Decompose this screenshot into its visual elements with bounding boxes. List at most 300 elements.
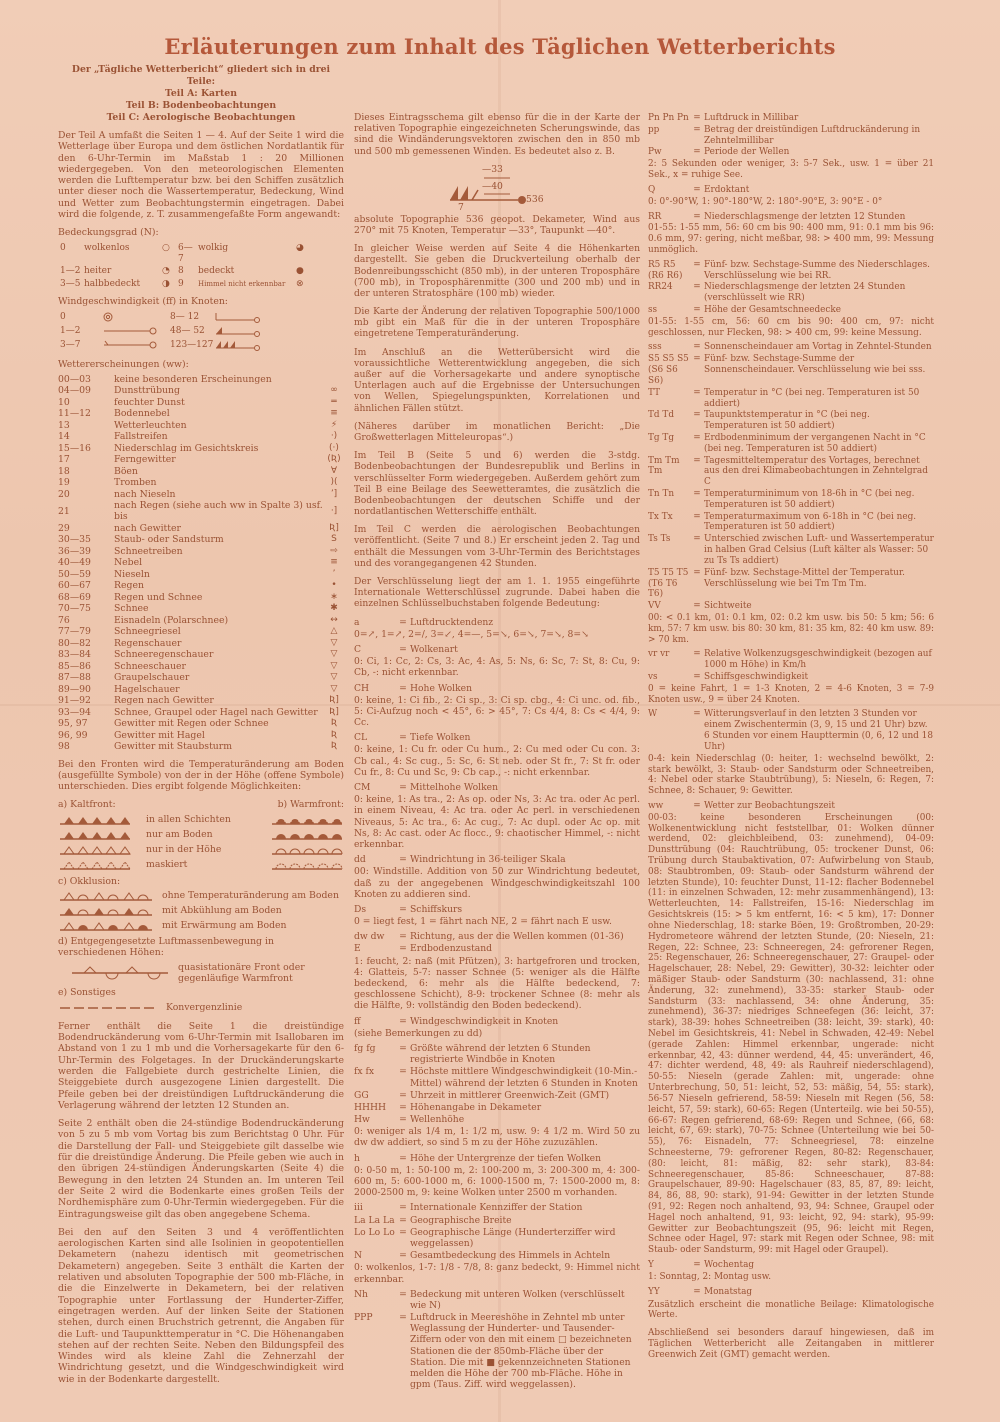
key-detail-text: 0: keine, 1: Ci fib., 2: Ci sp., 3: Ci sp. cbg., 4: Ci unc. od. fib., 5: Ci-Aufzug noch < 45°, 6: > 45°, 7: Cs 4/4, 8: Cs < 4/4, 9: Cc. <box>354 694 640 729</box>
diagram-height: 536 <box>526 193 544 205</box>
ww-code: 50—59 <box>58 568 91 580</box>
key-meaning: Wellenhöhe <box>410 1114 465 1126</box>
occlusion-row <box>58 920 344 932</box>
ww-row <box>58 373 344 385</box>
key-equals: = <box>693 709 701 720</box>
occlusion-front-symbol <box>58 890 154 902</box>
weather-symbol-icon: ═ <box>331 396 337 407</box>
key-detail-text: 0: keine, 1: As tra., 2: As op. oder Ns, 3: Ac tra. oder Ac perl. in einem Niveau, 4: Ac tra. oder Ac perl. in verschiedenen Niveaus, 5: Ac tra., 6: Ac cug., 7: Ac dupl. oder Ac op. mit Ns, 8: Ac cast. oder Ac flocc., 9: chaotischer Himmel, -: nicht erkennbar. <box>354 794 640 850</box>
key-equals: = <box>399 1015 407 1027</box>
weather-symbol-icon: S <box>331 534 337 545</box>
occlusion-label: ohne Temperaturänderung am Boden <box>162 890 339 902</box>
key-equals: = <box>693 124 701 135</box>
key-row <box>354 732 640 743</box>
key-detail-text: 0: Ci, 1: Cc, 2: Cs, 3: Ac, 4: As, 5: Ns, 6: Sc, 7: St, 8: Cu, 9: Cb, -: nicht erkennbar. <box>354 656 640 679</box>
key-equals: = <box>399 1152 407 1164</box>
key-detail <box>354 1262 640 1284</box>
key-symbol: CH <box>354 682 370 694</box>
key-meaning: Niederschlagsmenge der letzten 12 Stunden <box>704 211 906 222</box>
key-equals: = <box>693 410 701 421</box>
key-detail <box>354 629 640 640</box>
warmfront-label: b) Warmfront: <box>277 799 344 811</box>
key-detail-text: 00-03: keine besonderen Erscheinungen (00: Wolkenentwicklung nicht feststellbar, 01: Wolken dünner werdend, 02: gleichbleibend, 03: zunehmend), 04-09: Dunsttrübung (04: Rauchtrübung, 05: trockener Dunst, 06: Trübung durch Staubaktivation, 07: Aufwirbelung von Staub, 08: Staubtromben, 09: Staub- oder Sandsturm während der letzten Stunde), 10: feuchter Dunst, 11-12: flacher Bodennebel (11: in einzelnen Schwaden, 12: mehr zusammenhängend), 13: Wetterleuchten, 14: Fallstreifen, 15-16: Niederschlag im Gesichtskreis (15: > 5 km entfernt, 16: < 5 km), 17: Donner ohne Niederschlag, 18: starke Böen, 19: Großtromben, 20-29: Hydrometeore während der letzten Stunde, (20: Nieseln, 21: Regen, 22: Schnee, 23: Schneeregen, 24: gefrorener Regen, 25: Regenschauer, 26: Schneeregenschauer, 27: Graupel- oder Hagelschauer, 28: Nebel, 29: Gewitter), 30-32: leichter oder mäßiger Staub- oder Sandsturm (30: nachlassend, 31: ohne Änderung, 32: zunehmend), 33-35: starker Staub- oder Sandsturm (33: nachlassend, 34: ohne Änderung, 35: zunehmend), 36-37: niedriges Schneefegen (36: leicht, 37: stark), 38-39: hohes Schneetreiben (38: leicht, 39: stark), 40: Nebel im Gesichtskreis, 41: Nebel in Schwaden, 42-49: Nebel (gerade Zahlen: Himmel erkennbar, ungerade: nicht erkennbar, 42, 43: dünner werdend, 44, 45: unverändert, 46, 47: dichter werdend, 48, 49: als Rauhreif niederschlagend), 50-55: Nieseln (gerade Zahlen: mit, ungerade: ohne Unterbrechung, 50, 51: leicht, 52, 53: mäßig, 54, 55: stark), 56-57 Nieseln gefrierend, 58-59: Nieseln mit Regen (56, 58: leicht, 57, 59: stark), 60-65: Regen (Unterteilg. wie bei 50-55), 66-67: Regen gefrierend, 68-69: Regen und Schnee, (66, 68: leicht, 67, 69: stark), 70-75: Schnee (Unterteilung wie bei 50-55), 76: Eisnadeln, 77: Schneegriesel, 78: einzelne Schneesterne, 79: gefrorener Regen, 80-82: Regenschauer, (80: leicht, 81: mäßig, 82: sehr stark), 83-84: Schneeregenschauer, 85-86: Schneeschauer, 87-88: Graupelschauer, 89-90: Hagelschauer (83, 85, 87, 89: leicht, 84, 86, 88, 90: stark), 91-94: Gewitter in der letzten Stunde (91, 92: Regen noch anhaltend, 93, 94: Schnee, Graupel oder Hagel noch anhaltend, 91, 93: leicht, 92, 94: stark), 95-99: Gewitter zur Beobachtungszeit (95, 96: leicht mit Regen, Schnee oder Hagel, 97: stark mit Regen oder Schnee, 98: mit Staub- oder Sandsturm, 99: mit Hagel oder Graupel). <box>648 812 934 1256</box>
ww-row <box>58 707 344 719</box>
weather-symbol-icon: ✱ <box>330 603 338 614</box>
wind-table <box>60 311 344 351</box>
key-equals: = <box>399 1312 407 1324</box>
ww-code: 80—82 <box>58 637 91 649</box>
key-row <box>354 1312 640 1390</box>
weather-symbol-icon: Ʀ <box>330 741 338 752</box>
key-meaning: Betrag der dreistündigen Luftdruckänderung in Zehntelmillibar <box>704 124 921 146</box>
key-symbol: CL <box>354 732 368 744</box>
key-meaning: Uhrzeit in mittlerer Greenwich-Zeit (GMT) <box>410 1089 610 1101</box>
paragraph-anschluss: Im Anschluß an die Wetterübersicht wird die voraussichtliche Wetterentwicklung angegeben, die sich außer auf die Vorhersagekarte und andere synoptische Unterlagen auch auf die Ergebnisse der Untersuchungen von Wellen, Spiegelungspunkten, Korrelationen und ähnlichen Fällen stützt. <box>354 346 640 414</box>
wind-range: 3—7 <box>60 339 81 350</box>
key-row <box>648 649 934 671</box>
key-symbol: PPP <box>354 1312 373 1324</box>
konvergenz-label: Konvergenzlinie <box>166 1001 243 1013</box>
key-meaning: Windrichtung in 36-teiliger Skala <box>410 854 566 866</box>
ww-row <box>58 684 344 696</box>
key-meaning: Mittelhohe Wolken <box>410 782 499 793</box>
key-row <box>648 1287 934 1298</box>
key-equals: = <box>693 354 701 365</box>
key-meaning: Windgeschwindigkeit in Knoten <box>410 1015 559 1027</box>
key-equals: = <box>399 931 407 943</box>
key-meaning: Schiffskurs <box>410 903 463 915</box>
key-symbol: ww <box>648 800 664 811</box>
ww-label: Tromben <box>114 477 157 489</box>
key-symbol: Lo Lo Lo <box>354 1226 395 1238</box>
key-equals: = <box>399 643 407 655</box>
ww-label: Schneegriesel <box>114 626 181 638</box>
key-symbol: iii <box>354 1202 363 1214</box>
ww-code: 98 <box>58 741 70 753</box>
key-equals: = <box>693 259 701 270</box>
key-equals: = <box>693 601 701 612</box>
weather-symbol-icon: Ʀ <box>330 729 338 740</box>
weather-symbol-icon: Ʀ] <box>329 695 339 706</box>
weather-symbol-icon: △ <box>330 626 338 637</box>
key-equals: = <box>693 489 701 499</box>
key-equals: = <box>693 672 701 682</box>
front-row <box>58 829 344 841</box>
key-equals: = <box>399 782 407 793</box>
bedeckung-label: halbbedeckt <box>84 278 141 289</box>
key-symbol: Nh <box>354 1288 368 1300</box>
key-equals: = <box>399 854 407 866</box>
ww-label: keine besonderen Erscheinungen <box>114 373 272 385</box>
ww-code: 83—84 <box>58 649 91 661</box>
paragraph-verschluesselung: Der Verschlüsselung liegt der am 1. 1. 1955 eingeführte Internationale Wetterschlüssel zugrunde. Dabei haben die einzelnen Schlüsselbuchstaben folgende Bedeutung: <box>354 576 640 610</box>
key-symbol: Tg Tg <box>648 432 675 443</box>
diagram-temp: —33 <box>482 163 503 175</box>
key-row <box>354 943 640 954</box>
key-meaning: Fünf- bzw. Sechstage-Summe der Sonnenscheindauer. Verschlüsselung wie bei sss. <box>704 354 926 376</box>
weather-symbol-icon: ∀ <box>330 465 338 476</box>
key-symbol: vs <box>648 672 658 682</box>
wind-range: 1—2 <box>60 325 81 336</box>
key-meaning: Fünf- bzw. Sechstage-Mittel der Temperatur. Verschlüsselung wie bei Tm Tm Tm. <box>704 567 905 589</box>
key-equals: = <box>693 282 701 293</box>
key-meaning: Internationale Kennziffer der Station <box>410 1202 583 1214</box>
ww-code: 04—09 <box>58 385 91 397</box>
warm-front-symbol <box>270 844 344 856</box>
ww-row <box>58 465 344 477</box>
key-meaning: Monatstag <box>704 1286 753 1297</box>
key-row <box>648 456 934 488</box>
weather-symbol-icon: ≡ <box>330 557 338 568</box>
bedeckung-table <box>60 243 344 290</box>
bedeckung-title: Bedeckungsgrad (N): <box>58 227 159 239</box>
key-row <box>648 512 934 534</box>
key-equals: = <box>399 682 407 694</box>
key-detail-text: 1: Sonntag, 2: Montag usw. <box>648 1271 772 1282</box>
key-row <box>648 305 934 316</box>
key-symbol: GG <box>354 1089 369 1101</box>
key-detail <box>354 744 640 778</box>
key-meaning: Richtung, aus der die Wellen kommen (01-36) <box>410 931 624 943</box>
ww-code: 91—92 <box>58 695 91 707</box>
key-symbol: CM <box>354 782 371 793</box>
key-meaning: Tiefe Wolken <box>410 732 471 744</box>
ww-row <box>58 488 344 500</box>
key-meaning: Erdbodenminimum der vergangenen Nacht in °C (bei neg. Temperaturen ist 50 addiert) <box>704 432 926 454</box>
ww-code: 21 <box>58 505 70 517</box>
bedeckung-symbol: ◑ <box>162 278 170 289</box>
front-symbol-table <box>58 814 344 871</box>
key-equals: = <box>399 1214 407 1226</box>
okklusion-table <box>58 890 344 932</box>
key-equals: = <box>693 147 701 158</box>
key-detail <box>648 813 934 1256</box>
ww-code: 17 <box>58 454 70 466</box>
ww-label: Gewitter mit Hagel <box>114 729 205 741</box>
key-meaning: Temperaturminimum von 18-6h in °C (bei neg. Temperaturen ist 50 addiert) <box>704 489 915 510</box>
front-layer-label: nur in der Höhe <box>146 844 222 856</box>
key-meaning: Sonnenscheindauer am Vortag in Zehntel-Stunden <box>704 342 932 353</box>
key-meaning: Bedeckung mit unteren Wolken (verschlüsselt wie N) <box>410 1288 625 1311</box>
key-list-middle <box>354 617 640 1391</box>
ww-list <box>58 373 344 752</box>
ww-code: 13 <box>58 419 70 431</box>
key-row <box>648 185 934 196</box>
key-meaning: Temperaturmaximum von 6-18h in °C (bei neg. Temperaturen ist 50 addiert) <box>704 511 917 533</box>
key-row <box>354 782 640 793</box>
key-row <box>354 1016 640 1027</box>
front-row <box>58 814 344 826</box>
key-equals: = <box>693 387 701 398</box>
ww-code: 96, 99 <box>58 729 88 741</box>
ww-code: 29 <box>58 522 70 534</box>
ww-code: 18 <box>58 465 70 477</box>
ww-label: Schneeregenschauer <box>114 649 214 661</box>
quasistationary-front-symbol <box>70 965 170 981</box>
key-meaning: Schiffsgeschwindigkeit <box>704 672 809 682</box>
ww-code: 15—16 <box>58 442 91 454</box>
cold-front-symbol <box>58 829 132 841</box>
ww-label: feuchter Dunst <box>114 396 185 408</box>
ww-row <box>58 385 344 397</box>
key-symbol: pp <box>648 124 660 135</box>
key-row <box>648 433 934 455</box>
weather-symbol-icon: (·) <box>329 442 339 453</box>
ww-label: Wetterleuchten <box>114 419 187 431</box>
key-equals: = <box>693 511 701 522</box>
ww-row <box>58 603 344 615</box>
ww-label: nach Nieseln <box>114 488 176 500</box>
bedeckung-code: 9 <box>178 278 184 289</box>
key-detail-text: 0: wolkenlos, 1-7: 1/8 - 7/8, 8: ganz bedeckt, 9: Himmel nicht erkennbar. <box>354 1262 640 1285</box>
convergence-line-symbol <box>58 1002 158 1012</box>
weather-symbol-icon: ▽ <box>330 660 338 671</box>
ww-row <box>58 546 344 558</box>
key-detail-text: 0: keine, 1: Cu fr. oder Cu hum., 2: Cu med oder Cu con. 3: Cb cal., 4: Sc cug., 5: Sc, 6: St neb. oder St fr., 7: St fr. oder Cu fr., 8: Cu und Sc, 9: Cb cap., -: nicht erkennbar. <box>354 744 640 778</box>
key-symbol: fx fx <box>354 1066 375 1078</box>
key-equals: = <box>693 567 701 578</box>
key-row <box>648 342 934 353</box>
wind-barb-icon <box>100 312 160 322</box>
key-row <box>354 1153 640 1164</box>
key-row <box>648 354 934 386</box>
bedeckung-symbol: ○ <box>162 242 170 253</box>
ww-code: 70—75 <box>58 603 91 615</box>
paragraph-absolute: absolute Topographie 536 geopot. Dekameter, Wind aus 270° mit 75 Knoten, Temperatur —33°, Taupunkt —40°. <box>354 213 640 236</box>
ww-code: 10 <box>58 396 70 408</box>
bedeckung-label: heiter <box>84 266 112 277</box>
paragraph-ferner: Ferner enthält die Seite 1 die dreistündige Bodendruckänderung vom 6-Uhr-Termin mit Isallobaren im Abstand von 1 zu 1 mb und die Vorhersagekarte für den 6-Uhr-Termin des Folgetages. In der Druckänderungskarte werden die Fallgebiete durch gestrichelte Linien, die Steiggebiete durch ausgezogene Linien dargestellt. Die Pfeile geben bei der dreistündigen Luftdruckänderung die Verlagerung während der letzten 12 Stunden an. <box>58 1020 344 1111</box>
bedeckung-label: Himmel nicht erkennbar <box>198 279 286 288</box>
key-meaning: Erdoktant <box>704 184 750 195</box>
key-equals: = <box>399 1089 407 1101</box>
warm-front-symbol <box>270 829 344 841</box>
key-detail-text: (siehe Bemerkungen zu dd) <box>354 1027 483 1039</box>
key-detail-text: 0 = keine Fahrt, 1 = 1-3 Knoten, 2 = 4-6 Knoten, 3 = 7-9 Knoten usw., 9 = über 24 Knoten. <box>648 683 934 705</box>
key-list-right <box>648 113 934 1298</box>
ww-row <box>58 580 344 592</box>
weather-symbol-icon: ⚡ <box>330 419 338 430</box>
ww-label: Schnee <box>114 603 149 615</box>
key-symbol: fg fg <box>354 1042 376 1054</box>
bedeckung-symbol: ◕ <box>296 242 304 253</box>
ww-row <box>58 672 344 684</box>
ww-row <box>58 718 344 730</box>
intro-part-c: Teil C: Aerologische Beobachtungen <box>106 112 296 123</box>
paragraph-seiten34: Bei den auf den Seiten 3 und 4 veröffentlichten aerologischen Karten sind alle Isolinien in geopotentiellen Dekametern (nahezu identisch mit geometrischen Dekametern) angegeben. Seite 3 enthält die Karten der relativen und absoluten Topographie der 500 mb-Fläche, in die die Einzelwerte in Dekametern, bei der relativen Topographie unter Fortlassung der Hunderter-Ziffer, eingetragen werden. Auf der linken Seite der Stationen stehen, durch einen Bruchstrich getrennt, die Angaben für die Luft- und Taupunkttemperatur in °C. Die Höhenangaben stehen auf der rechten Seite. Neben den Bildungspfeil des Windes wird als kleine Zahl die Zehnerzahl der Windrichtung gesetzt, und die Windgeschwindigkeit wird wie in der Bodenkarte dargestellt. <box>58 1226 344 1385</box>
ww-label: Böen <box>114 465 138 477</box>
wind-range: 0 <box>60 311 66 322</box>
key-equals: = <box>399 943 407 955</box>
kaltfront-label: a) Kaltfront: <box>58 799 116 811</box>
ww-label: Regen nach Gewitter <box>114 695 214 707</box>
key-equals: = <box>693 432 701 443</box>
key-symbol: ss <box>648 305 658 315</box>
column-left <box>58 64 344 1392</box>
wind-barb-icon <box>100 340 160 350</box>
cold-front-symbol <box>58 859 132 871</box>
ww-label: Schnee, Graupel oder Hagel nach Gewitter <box>114 706 318 718</box>
key-symbol: ff <box>354 1015 361 1027</box>
intro-part-a: Teil A: Karten <box>165 88 237 99</box>
key-symbol: N <box>354 1250 363 1262</box>
key-equals: = <box>399 616 407 628</box>
key-detail-text: 0 = liegt fest, 1 = fährt nach NE, 2 = fährt nach E usw. <box>354 916 612 928</box>
weather-symbol-icon: ∗ <box>330 591 338 602</box>
key-equals: = <box>399 1066 407 1078</box>
ww-row <box>58 695 344 707</box>
wind-barb-diagram <box>444 164 644 212</box>
key-equals: = <box>693 305 701 315</box>
key-detail <box>648 223 934 255</box>
key-row <box>354 683 640 694</box>
weather-symbol-icon: ≡ <box>330 408 338 419</box>
key-detail <box>354 916 640 927</box>
key-meaning: Hohe Wolken <box>410 682 473 694</box>
weather-symbol-icon: (Ʀ) <box>327 454 341 465</box>
key-row <box>354 1202 640 1213</box>
paragraph-ende: Abschließend sei besonders darauf hingewiesen, daß im Täglichen Wetterbericht alle Zeitangaben in mittlerer Greenwich Zeit (GMT) gemacht werden. <box>648 1328 934 1360</box>
wind-barb-icon <box>100 326 160 336</box>
ww-label: Fallstreifen <box>114 431 168 443</box>
key-meaning: Luftdruck in Millibar <box>704 113 799 123</box>
key-symbol: Hw <box>354 1114 370 1126</box>
bedeckung-label: wolkenlos <box>84 242 130 253</box>
key-equals: = <box>693 455 701 466</box>
key-symbol: sss <box>648 342 662 353</box>
key-row <box>354 904 640 915</box>
key-detail-text: 0-4: kein Niederschlag (0: heiter, 1: wechselnd bewölkt, 2: stark bewölkt, 3: Staub- oder Sandsturm oder Schneetreiben, 4: Nebel oder starke Staubtrübung), 5: Nieseln, 6: Regen, 7: Schnee, 8: Schauer, 9: Gewitter. <box>648 753 934 797</box>
ww-label: Eisnadeln (Polarschnee) <box>114 614 229 626</box>
column-middle <box>354 112 640 1391</box>
key-row <box>354 644 640 655</box>
key-detail <box>648 159 934 181</box>
key-row <box>354 1215 640 1226</box>
okklusion-label: c) Okklusion: <box>58 875 121 887</box>
ww-row <box>58 661 344 673</box>
ww-code: 36—39 <box>58 545 91 557</box>
key-equals: = <box>693 1286 701 1297</box>
key-detail <box>648 1272 934 1283</box>
key-detail <box>648 684 934 706</box>
cold-front-symbol <box>58 814 132 826</box>
occlusion-label: mit Abkühlung am Boden <box>162 905 282 917</box>
key-equals: = <box>693 342 701 353</box>
key-row <box>648 801 934 812</box>
key-equals: = <box>693 800 701 811</box>
occlusion-front-symbol <box>58 905 154 917</box>
key-equals: = <box>399 1288 407 1300</box>
key-meaning: Luftdruck in Meereshöhe in Zehntel mb unter Weglassung der Hunderter- und Tausender-Ziffern oder von den mit einem □ bezeichneten Stationen die der 850mb-Fläche über der Station. Die mit ■ gekennzeichneten Stationen melden die Höhe der 700 mb-Fläche. Höhe in gpm (Taus. Ziff. wird weggelassen). <box>410 1312 632 1391</box>
weather-symbol-icon: )( <box>330 477 338 488</box>
key-detail <box>648 754 934 797</box>
key-meaning: Höhe der Gesamtschneedecke <box>704 305 842 315</box>
occlusion-row <box>58 905 344 917</box>
paragraph-scherung: Dieses Eintragsschema gilt ebenso für die in der Karte der relativen Topographie eingezeichneten Scherungswinde, das sind die Windänderungsvektoren zwischen den in 850 mb und 500 mb gemessenen Winden. Es bedeutet also z. B. <box>354 112 640 157</box>
key-meaning: Taupunktstemperatur in °C (bei neg. Temperaturen ist 50 addiert) <box>704 410 870 432</box>
key-detail-text: 0: 0°-90°W, 1: 90°-180°W, 2: 180°-90°E, 3: 90°E - 0° <box>648 196 883 207</box>
key-detail <box>354 1028 640 1039</box>
key-symbol: YY <box>648 1286 660 1297</box>
key-symbol: Q <box>648 184 656 195</box>
ww-row <box>58 626 344 638</box>
key-meaning: Höhe der Untergrenze der tiefen Wolken <box>410 1152 602 1164</box>
key-symbol: HHHH <box>354 1101 387 1113</box>
bedeckung-code: 0 <box>60 242 66 253</box>
ww-row <box>58 741 344 753</box>
key-symbol: a <box>354 616 360 628</box>
key-equals: = <box>693 211 701 222</box>
intro-part-b: Teil B: Bodenbeobachtungen <box>125 100 277 111</box>
ww-row <box>58 431 344 443</box>
ww-row <box>58 477 344 489</box>
key-meaning: Wochentag <box>704 1260 755 1271</box>
ww-label: Dunsttrübung <box>114 385 180 397</box>
warm-front-symbol <box>270 859 344 871</box>
page-title: Erläuterungen zum Inhalt des Täglichen Wetterberichts <box>164 34 836 59</box>
weather-symbol-icon: ▽ <box>330 672 338 683</box>
key-symbol: Td Td <box>648 410 675 421</box>
key-row <box>354 617 640 628</box>
key-symbol: Pn Pn Pn <box>648 113 689 123</box>
key-meaning: Temperatur in °C (bei neg. Temperaturen ist 50 addiert) <box>704 387 920 409</box>
key-meaning: Relative Wolkenzugsgeschwindigkeit (bezogen auf 1000 m Höhe) in Km/h <box>704 649 932 671</box>
ww-label: Hagelschauer <box>114 683 180 695</box>
intro-line: Der „Tägliche Wetterbericht“ gliedert sich in drei Teile: <box>71 64 331 87</box>
ww-row <box>58 419 344 431</box>
diagram-dew: —40 <box>482 180 503 192</box>
key-equals: = <box>399 1101 407 1113</box>
front-layer-label: maskiert <box>146 859 188 871</box>
key-detail <box>354 1165 640 1199</box>
key-equals: = <box>399 1250 407 1262</box>
bedeckung-symbol: ⊗ <box>296 278 304 289</box>
key-meaning: Gesamtbedeckung des Himmels in Achteln <box>410 1250 611 1262</box>
key-row <box>354 1289 640 1311</box>
paragraph-teil-b: Im Teil B (Seite 5 und 6) werden die 3-stdg. Bodenbeobachtungen der Bundesrepublik und Berlins in verschlüsselter Form wiedergegeben. Außerdem gehört zum Teil B eine Beilage des Seewetteramtes, die zusätzlich die Bodenbeobachtungen der deutschen Schiffe und der nordatlantischen Wetterschiffe enthält. <box>354 450 640 518</box>
key-meaning: Witterungsverlauf in den letzten 3 Stunden vor einem Zwischentermin (3, 9, 15 und 21 Uhr) bzw. 6 Stunden vor einem Haupttermin (0, 6, 12 und 18 Uhr) <box>704 709 933 752</box>
paragraph-seite4: In gleicher Weise werden auf Seite 4 die Höhenkarten dargestellt. Sie geben die Druckverteilung oberhalb der Bodenreibungsschicht (850 mb), in der unteren Troposphäre (700 mb), in Troposphärenmitte (300 und 200 mb) und in der unteren Stratosphäre (100 mb) wieder. <box>354 243 640 299</box>
key-symbol: RR <box>648 211 662 222</box>
key-symbol: h <box>354 1152 360 1164</box>
ww-row <box>58 730 344 742</box>
key-detail-text: 2: 5 Sekunden oder weniger, 3: 5-7 Sek., usw. 1 = über 21 Sek., x = ruhige See. <box>648 159 934 181</box>
ww-label: Nieseln <box>114 568 150 580</box>
diagram-direction: 7 <box>458 201 464 213</box>
ww-code: 87—88 <box>58 672 91 684</box>
key-symbol: Tx Tx <box>648 511 673 522</box>
konvergenz-row <box>58 1002 344 1013</box>
ww-code: 40—49 <box>58 557 91 569</box>
key-symbol: C <box>354 643 362 655</box>
ww-code: 60—67 <box>58 580 91 592</box>
wind-range: 8— 12 <box>170 311 200 322</box>
ww-row <box>58 442 344 454</box>
ww-row <box>58 638 344 650</box>
key-meaning: Erdbodenzustand <box>410 943 493 955</box>
key-symbol: Pw <box>648 147 662 158</box>
paragraph-naeheres: (Näheres darüber im monatlichen Bericht: „Die Großwetterlagen Mitteleuropas“.) <box>354 420 640 443</box>
bedeckung-code: 6—7 <box>178 242 193 264</box>
weather-symbol-icon: ’ <box>332 568 336 579</box>
weather-symbol-icon: ▽ <box>330 637 338 648</box>
key-meaning: Geographische Breite <box>410 1214 512 1226</box>
key-detail <box>354 794 640 850</box>
weather-symbol-icon: ·] <box>330 505 338 516</box>
key-equals: = <box>399 1042 407 1054</box>
wind-barb-icon <box>214 311 262 323</box>
ww-row <box>58 557 344 569</box>
